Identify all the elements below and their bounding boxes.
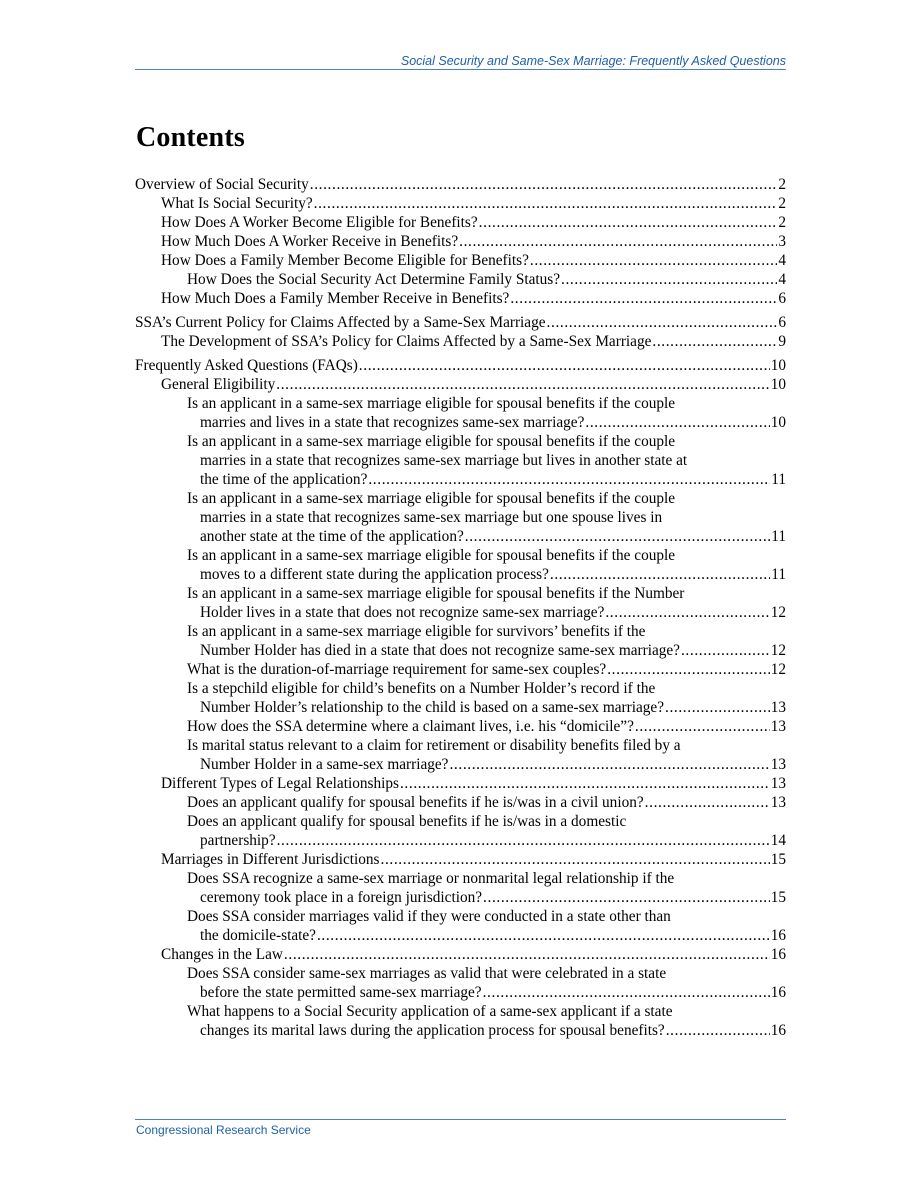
dot-leader bbox=[277, 831, 770, 850]
toc-entry-title: How Does the Social Security Act Determine Family Status? bbox=[187, 271, 561, 288]
footer-rule bbox=[135, 1119, 786, 1120]
toc-entry[interactable] bbox=[135, 679, 786, 717]
toc-entry-title: Is an applicant in a same-sex marriage eligible for survivors’ benefits if the bbox=[187, 623, 646, 640]
toc-entry[interactable] bbox=[135, 660, 786, 679]
toc-entry-title: ceremony took place in a foreign jurisdiction? bbox=[200, 889, 483, 906]
toc-entry[interactable] bbox=[135, 869, 786, 907]
toc-page-number: 16 bbox=[770, 927, 786, 944]
toc-page-number: 15 bbox=[770, 889, 786, 906]
dot-leader bbox=[317, 926, 770, 945]
toc-entry-title: How Much Does a Family Member Receive in Benefits? bbox=[161, 290, 510, 307]
toc-entry-title: Number Holder’s relationship to the child is based on a same-sex marriage? bbox=[200, 699, 665, 716]
toc-entry-title: marries and lives in a state that recognizes same-sex marriage? bbox=[200, 414, 585, 431]
toc-page-number: 12 bbox=[770, 661, 786, 678]
toc-entry-title: SSA’s Current Policy for Claims Affected by a Same-Sex Marriage bbox=[135, 314, 546, 331]
toc-entry-title: Does SSA recognize a same-sex marriage or nonmarital legal relationship if the bbox=[187, 870, 675, 887]
toc-page-number: 4 bbox=[778, 271, 786, 288]
toc-entry[interactable] bbox=[135, 489, 786, 546]
toc-entry-title: How Does a Family Member Become Eligible for Benefits? bbox=[161, 252, 529, 269]
toc-entry[interactable] bbox=[135, 584, 786, 622]
toc-entry-title: partnership? bbox=[200, 832, 276, 849]
toc-entry-title: marries in a state that recognizes same-sex marriage but lives in another state at bbox=[200, 452, 688, 469]
toc-entry[interactable] bbox=[135, 270, 786, 289]
toc-entry[interactable] bbox=[135, 546, 786, 584]
dot-leader bbox=[547, 313, 778, 332]
toc-entry[interactable] bbox=[135, 251, 786, 270]
toc-entry-title: Frequently Asked Questions (FAQs) bbox=[135, 357, 358, 374]
toc-entry-title: Is an applicant in a same-sex marriage eligible for spousal benefits if the couple bbox=[187, 395, 676, 412]
toc-entry[interactable] bbox=[135, 812, 786, 850]
toc-page-number: 2 bbox=[778, 195, 786, 212]
dot-leader bbox=[666, 1021, 770, 1040]
toc-entry-title: How does the SSA determine where a claimant lives, i.e. his “domicile”? bbox=[187, 718, 634, 735]
toc-entry[interactable] bbox=[135, 717, 786, 736]
toc-entry[interactable] bbox=[135, 850, 786, 869]
toc-entry[interactable] bbox=[135, 289, 786, 308]
dot-leader bbox=[284, 945, 770, 964]
toc-entry[interactable] bbox=[135, 964, 786, 1002]
toc-entry-title: Does SSA consider marriages valid if they were conducted in a state other than bbox=[187, 908, 671, 925]
toc-entry-title: Does an applicant qualify for spousal benefits if he is/was in a civil union? bbox=[187, 794, 644, 811]
running-header: Social Security and Same-Sex Marriage: Frequently Asked Questions bbox=[400, 54, 786, 68]
toc-entry-title: Is a stepchild eligible for child’s benefits on a Number Holder’s record if the bbox=[187, 680, 656, 697]
dot-leader bbox=[530, 251, 777, 270]
table-of-contents bbox=[135, 175, 786, 1040]
dot-leader bbox=[400, 774, 770, 793]
toc-entry-title: The Development of SSA’s Policy for Claims Affected by a Same-Sex Marriage bbox=[161, 333, 652, 350]
toc-entry-title: the time of the application? bbox=[200, 471, 368, 488]
toc-page-number: 10 bbox=[770, 357, 786, 374]
toc-page-number: 13 bbox=[770, 756, 786, 773]
footer-organization: Congressional Research Service bbox=[136, 1123, 311, 1137]
dot-leader bbox=[465, 527, 770, 546]
toc-page-number: 2 bbox=[778, 176, 786, 193]
toc-entry-title: Overview of Social Security bbox=[135, 176, 309, 193]
toc-entry-title: Different Types of Legal Relationships bbox=[161, 775, 399, 792]
toc-entry[interactable] bbox=[135, 375, 786, 394]
dot-leader bbox=[276, 375, 769, 394]
toc-page-number: 13 bbox=[770, 794, 786, 811]
toc-entry-title: Is marital status relevant to a claim for retirement or disability benefits filed by a bbox=[187, 737, 681, 754]
dot-leader bbox=[510, 289, 777, 308]
dot-leader bbox=[635, 717, 770, 736]
dot-leader bbox=[368, 470, 770, 489]
dot-leader bbox=[652, 332, 777, 351]
toc-entry-title: Marriages in Different Jurisdictions bbox=[161, 851, 380, 868]
toc-entry-title: another state at the time of the application? bbox=[200, 528, 464, 545]
dot-leader bbox=[550, 565, 770, 584]
toc-page-number: 13 bbox=[770, 699, 786, 716]
toc-entry[interactable] bbox=[135, 945, 786, 964]
dot-leader bbox=[381, 850, 770, 869]
toc-entry[interactable] bbox=[135, 356, 786, 375]
toc-entry-title: Holder lives in a state that does not recognize same-sex marriage? bbox=[200, 604, 605, 621]
toc-page-number: 4 bbox=[778, 252, 786, 269]
toc-entry[interactable] bbox=[135, 394, 786, 432]
toc-entry-title: Number Holder has died in a state that does not recognize same-sex marriage? bbox=[200, 642, 680, 659]
toc-entry-title: What happens to a Social Security application of a same-sex applicant if a state bbox=[187, 1003, 673, 1020]
toc-page-number: 14 bbox=[770, 832, 786, 849]
toc-page-number: 13 bbox=[770, 775, 786, 792]
toc-page-number: 12 bbox=[770, 642, 786, 659]
toc-page-number: 6 bbox=[778, 290, 786, 307]
page-title: Contents bbox=[136, 122, 245, 153]
toc-page-number: 2 bbox=[778, 214, 786, 231]
toc-entry-title: Is an applicant in a same-sex marriage eligible for spousal benefits if the couple bbox=[187, 547, 676, 564]
toc-page-number: 10 bbox=[770, 376, 786, 393]
toc-page-number: 16 bbox=[770, 1022, 786, 1039]
toc-entry-title: changes its marital laws during the application process for spousal benefits? bbox=[200, 1022, 665, 1039]
toc-entry-title: Number Holder in a same-sex marriage? bbox=[200, 756, 449, 773]
toc-entry-title: before the state permitted same-sex marriage? bbox=[200, 984, 482, 1001]
toc-page-number: 11 bbox=[771, 566, 786, 583]
dot-leader bbox=[483, 888, 770, 907]
dot-leader bbox=[479, 213, 778, 232]
dot-leader bbox=[459, 232, 777, 251]
dot-leader bbox=[585, 413, 769, 432]
toc-entry-title: the domicile-state? bbox=[200, 927, 316, 944]
toc-entry[interactable] bbox=[135, 1002, 786, 1040]
toc-page-number: 11 bbox=[771, 528, 786, 545]
toc-entry-title: Does SSA consider same-sex marriages as valid that were celebrated in a state bbox=[187, 965, 667, 982]
toc-entry-title: How Much Does A Worker Receive in Benefits? bbox=[161, 233, 459, 250]
toc-entry[interactable] bbox=[135, 313, 786, 332]
toc-entry[interactable] bbox=[135, 213, 786, 232]
toc-entry-title: Is an applicant in a same-sex marriage eligible for spousal benefits if the couple bbox=[187, 490, 676, 507]
dot-leader bbox=[607, 660, 769, 679]
dot-leader bbox=[561, 270, 777, 289]
toc-entry[interactable] bbox=[135, 432, 786, 489]
dot-leader bbox=[681, 641, 770, 660]
toc-entry-title: What is the duration-of-marriage requirement for same-sex couples? bbox=[187, 661, 607, 678]
toc-entry[interactable] bbox=[135, 622, 786, 660]
toc-entry[interactable] bbox=[135, 332, 786, 351]
toc-entry-title: moves to a different state during the application process? bbox=[200, 566, 549, 583]
toc-entry-title: What Is Social Security? bbox=[161, 195, 313, 212]
toc-entry-title: How Does A Worker Become Eligible for Benefits? bbox=[161, 214, 478, 231]
dot-leader bbox=[310, 175, 778, 194]
toc-page-number: 10 bbox=[770, 414, 786, 431]
dot-leader bbox=[359, 356, 770, 375]
dot-leader bbox=[645, 793, 770, 812]
toc-entry[interactable] bbox=[135, 175, 786, 194]
toc-entry[interactable] bbox=[135, 232, 786, 251]
toc-entry-title: Is an applicant in a same-sex marriage eligible for spousal benefits if the couple bbox=[187, 433, 676, 450]
dot-leader bbox=[605, 603, 769, 622]
toc-entry[interactable] bbox=[135, 793, 786, 812]
dot-leader bbox=[483, 983, 770, 1002]
toc-page-number: 11 bbox=[771, 471, 786, 488]
toc-page-number: 12 bbox=[770, 604, 786, 621]
toc-page-number: 3 bbox=[778, 233, 786, 250]
toc-entry-title: General Eligibility bbox=[161, 376, 276, 393]
dot-leader bbox=[665, 698, 770, 717]
toc-entry-title: marries in a state that recognizes same-sex marriage but one spouse lives in bbox=[200, 509, 663, 526]
toc-page-number: 16 bbox=[770, 984, 786, 1001]
toc-page-number: 15 bbox=[770, 851, 786, 868]
toc-entry[interactable] bbox=[135, 774, 786, 793]
toc-page-number: 16 bbox=[770, 946, 786, 963]
toc-page-number: 9 bbox=[778, 333, 786, 350]
toc-entry-title: Is an applicant in a same-sex marriage eligible for spousal benefits if the Number bbox=[187, 585, 685, 602]
toc-entry[interactable] bbox=[135, 736, 786, 774]
toc-page-number: 6 bbox=[778, 314, 786, 331]
dot-leader bbox=[449, 755, 769, 774]
toc-entry-title: Does an applicant qualify for spousal benefits if he is/was in a domestic bbox=[187, 813, 627, 830]
toc-entry-title: Changes in the Law bbox=[161, 946, 283, 963]
toc-page-number: 13 bbox=[770, 718, 786, 735]
toc-entry[interactable] bbox=[135, 907, 786, 945]
header-rule bbox=[135, 69, 786, 70]
dot-leader bbox=[314, 194, 778, 213]
toc-entry[interactable] bbox=[135, 194, 786, 213]
